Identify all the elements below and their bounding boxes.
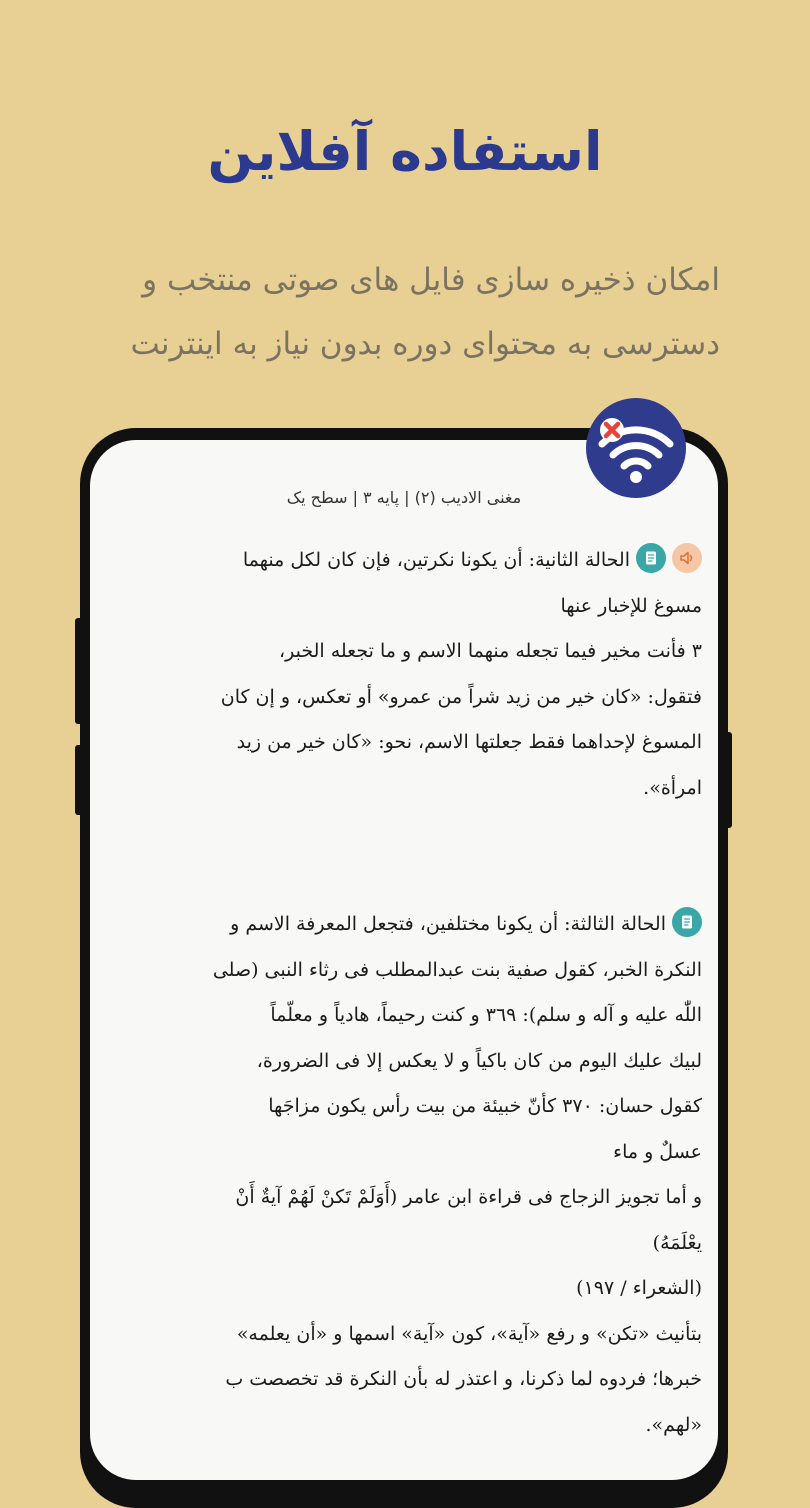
text-line-content: يعْلَمَهُ)	[652, 1231, 702, 1254]
text-line	[104, 1357, 702, 1403]
text-line	[104, 538, 702, 584]
text-line	[104, 993, 702, 1039]
text-line-content: و أما تجويز الزجاج فی قراءة ابن عامر (أَوَلَمْ تَكنْ لَهُمْ آيةٌ أَنْ	[235, 1186, 702, 1208]
text-line-content: كقول حسان: ٣٧٠ كأنّ خبيئة من بيت رأس يكون مزاجَها	[268, 1095, 702, 1117]
text-line-content: امرأة».	[643, 776, 702, 799]
text-line	[104, 720, 702, 766]
text-line-content: بتأنيث «تكن» و رفع «آية»، كون «آية» اسمها و «أن يعلمه»	[236, 1322, 702, 1345]
text-line	[104, 948, 702, 994]
promo-title: استفاده آفلاین	[207, 120, 603, 183]
offline-badge	[586, 398, 686, 498]
text-line-content: النكرة الخبر، كقول صفية بنت عبدالمطلب فی رثاء النبی (صلی	[212, 958, 702, 981]
text-line-content: فتقول: «كان خير من زيد شراً من عمرو» أو تعكس، و إن كان	[220, 685, 702, 708]
promo-subtitle-line-2: دسترسی به محتوای دوره بدون نیاز به اینترنت	[130, 326, 720, 362]
reader-content	[104, 538, 702, 1448]
text-line	[104, 1084, 702, 1130]
text-line	[104, 1130, 702, 1176]
text-line-content: الحالة الثالثة: أن يكونا مختلفين، فتجعل المعرفة الاسم و	[230, 913, 666, 935]
text-line	[104, 1221, 702, 1267]
wifi-offline-icon	[586, 398, 686, 498]
text-line	[104, 1403, 702, 1449]
text-line	[104, 1312, 702, 1358]
text-line-content: ٣ فأنت مخير فيما تجعله منهما الاسم و ما تجعله الخبر،	[278, 640, 702, 662]
speaker-icon[interactable]	[672, 543, 702, 573]
text-line	[104, 629, 702, 675]
paragraph	[104, 902, 702, 1448]
promo-subtitle-line-1: امکان ذخیره سازی فایل های صوتی منتخب و	[142, 262, 720, 298]
text-line-content: لبيك عليك اليوم من كان باكياً و لا يعكس إلا فی الضرورة،	[256, 1049, 702, 1072]
breadcrumb: مغنی الادیب (۲) | پایه ۳ | سطح یک	[286, 488, 522, 507]
note-icon[interactable]	[636, 543, 666, 573]
paragraph-gap	[104, 857, 702, 903]
text-line	[104, 1266, 702, 1312]
text-line-content: المسوغ لإحداهما فقط جعلتها الاسم، نحو: «كان خير من زيد	[236, 731, 702, 753]
text-line-content: عسلٌ و ماء	[613, 1140, 702, 1163]
phone-screen	[90, 440, 718, 1480]
paragraph	[104, 538, 702, 811]
text-line	[104, 902, 702, 948]
text-line	[104, 1039, 702, 1085]
text-line-content: «لهم».	[645, 1413, 702, 1436]
text-line	[104, 584, 702, 630]
note-icon[interactable]	[672, 907, 702, 937]
text-line-content: (الشعراء / ١٩٧)	[576, 1277, 702, 1299]
paragraph-gap	[104, 811, 702, 857]
text-line	[104, 766, 702, 812]
text-line	[104, 1175, 702, 1221]
text-line-content: مسوغ للإخبار عنها	[560, 594, 702, 617]
text-line-content: الحالة الثانية: أن يكونا نكرتين، فإن كان لكل منهما	[242, 549, 630, 571]
text-line	[104, 675, 702, 721]
text-line-content: خبرها؛ فردوه لما ذكرنا، و اعتذر له بأن النكرة قد تخصصت ب	[225, 1368, 702, 1390]
promo-subtitle	[70, 248, 720, 376]
text-line-content: اللّٰه عليه و آله و سلم): ٣٦٩ و كنت رحيماً، هادياً و معلّماً	[270, 1004, 702, 1026]
